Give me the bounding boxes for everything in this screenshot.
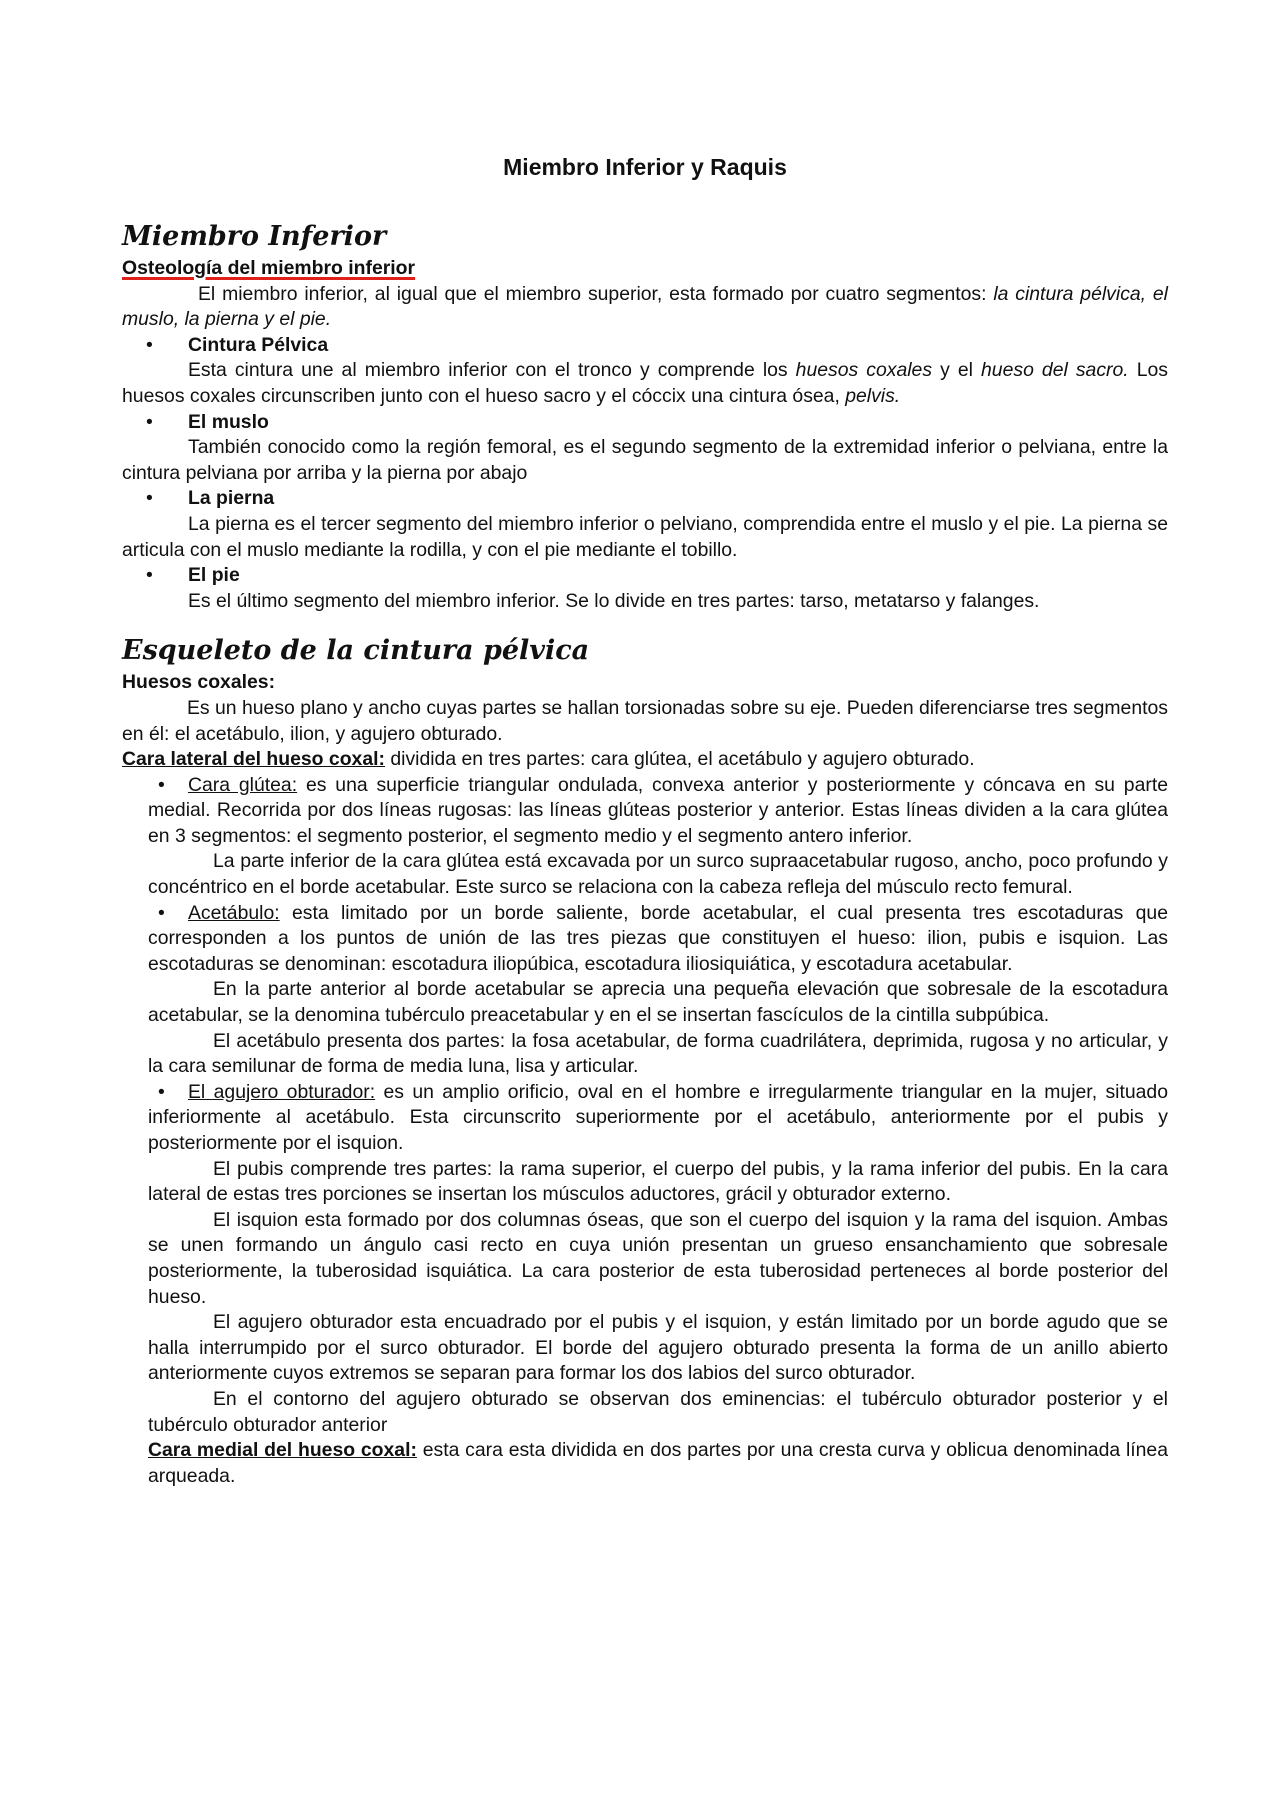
acetabulo-paragraph xyxy=(148,901,1168,978)
cintura-text-f: pelvis. xyxy=(845,384,901,407)
bullet-agujero-obturador xyxy=(122,1080,1168,1157)
agujero-obturador-text: es un amplio orificio, oval en el hombre e irregularmente triangular en la mujer, situado inferiormente al acetábulo. Esta circunscrito superiormente por el acetábulo, anteriormente por el pubis y posteriormente por el isquion. xyxy=(148,1080,1168,1154)
el-muslo-text: También conocido como la región femoral, es el segundo segmento de la extremidad inferior o pelviana, entre la cintura pelviana por arriba y la pierna por abajo xyxy=(122,436,1168,484)
subheading-osteologia xyxy=(122,256,1168,282)
cintura-text-e: Los huesos coxales circunscriben junto con el hueso sacro y el cóccix una cintura ósea, xyxy=(122,359,1169,407)
section-heading-miembro-inferior: Miembro Inferior xyxy=(122,221,387,252)
acetabulo-p2: En la parte anterior al borde acetabular se aprecia una pequeña elevación que sobresale de la escotadura acetabular, se la denomina tubérculo preacetabular y en el se insertan fascículos de la cintilla subpúbica. xyxy=(148,978,1168,1027)
document-body xyxy=(122,148,1168,1489)
agujero-obturador-paragraph xyxy=(148,1080,1168,1157)
subheading-huesos-coxales: Huesos coxales: xyxy=(122,671,276,694)
acetabulo-label: Acetábulo: xyxy=(188,901,280,924)
bullet-acetabulo xyxy=(122,901,1168,978)
page-title: Miembro Inferior y Raquis xyxy=(503,154,787,180)
cintura-text-b: huesos coxales xyxy=(795,359,933,382)
cara-lateral-label: Cara lateral del hueso coxal: xyxy=(122,748,385,771)
agujero-p5: En el contorno del agujero obturado se observan dos eminencias: el tubérculo obturador posterior y el tubérculo obturador anterior xyxy=(148,1387,1168,1436)
cara-medial-label: Cara medial del hueso coxal: xyxy=(148,1439,417,1462)
agujero-p3: El isquion esta formado por dos columnas óseas, que son el cuerpo del isquion y la rama del isquion. Ambas se unen formando un ángulo casi recto en cuya unión presentan un grueso ensanchamiento que sobresale posteriormente, la tuberosidad isquiática. La cara posterior de esta tuberosidad perteneces al borde posterior del hueso. xyxy=(148,1208,1168,1308)
section-heading-esqueleto: Esqueleto de la cintura pélvica xyxy=(122,635,590,667)
acetabulo-p3: El acetábulo presenta dos partes: la fosa acetabular, de forma cuadrilátera, deprimida, rugosa y no articular, y la cara semilunar de forma de media luna, lisa y articular. xyxy=(148,1029,1168,1078)
cara-medial-text: esta cara esta dividida en dos partes por una cresta curva y oblicua denominada línea arqueada. xyxy=(148,1439,1168,1487)
intro-italic: la cintura pélvica, el muslo, la pierna y el pie. xyxy=(122,282,1168,331)
subheading-osteologia-text: Osteología del miembro inferior xyxy=(122,257,416,279)
cara-glutea-text: es una superficie triangular ondulada, convexa anterior y posteriormente y cóncava en su parte medial. Recorrida por dos líneas rugosas: las líneas glúteas posterior y anterior. Estas líneas dividen a la cara glútea en 3 segmentos: el segmento posterior, el segmento medio y el segmento antero inferior. xyxy=(148,773,1168,847)
cara-lateral-line xyxy=(122,747,1168,773)
cara-lateral-text: dividida en tres partes: cara glútea, el acetábulo y agujero obturado. xyxy=(384,748,975,771)
el-pie-text: Es el último segmento del miembro inferior. Se lo divide en tres partes: tarso, metatarso y falanges. xyxy=(188,589,1040,612)
acetabulo-continuation xyxy=(122,977,1168,1079)
cintura-text-c: y el xyxy=(932,359,982,382)
cintura-pelvica-text xyxy=(122,358,1168,409)
cintura-text-a: Esta cintura une al miembro inferior con el tronco y comprende los xyxy=(188,359,796,382)
huesos-coxales-intro: Es un hueso plano y ancho cuyas partes se hallan torsionadas sobre su eje. Pueden diferenciarse tres segmentos en él: el acetábulo, ilion, y agujero obturado. xyxy=(122,696,1168,745)
cara-glutea-label: Cara glútea: xyxy=(188,773,298,796)
bullet-el-muslo: • El muslo xyxy=(122,410,1168,436)
intro-text: El miembro inferior, al igual que el miembro superior, esta formado por cuatro segmentos: xyxy=(198,282,994,305)
bullet-dot: • xyxy=(158,901,165,924)
agujero-p4: El agujero obturador esta encuadrado por el pubis y el isquion, y están limitado por un borde agudo que se halla interrumpido por el surco obturador. El borde del agujero obturado presenta la forma de un anillo abierto anteriormente cuyos extremos se separan para formar los dos labios del surco obturador. xyxy=(148,1311,1168,1385)
bullet-dot: • xyxy=(158,773,165,796)
agujero-p2: El pubis comprende tres partes: la rama superior, el cuerpo del pubis, y la rama inferior del pubis. En la cara lateral de estas tres porciones se insertan los músculos aductores, grácil y obturador externo. xyxy=(148,1157,1168,1206)
cara-glutea-p2: La parte inferior de la cara glútea está excavada por un surco supraacetabular rugoso, ancho, poco profundo y concéntrico en el borde acetabular. Este surco se relaciona con la cabeza refleja del músculo recto femural. xyxy=(148,850,1168,899)
la-pierna-text: La pierna es el tercer segmento del miembro inferior o pelviano, comprendida entre el muslo y el pie. La pierna se articula con el muslo mediante la rodilla, y con el pie mediante el tobillo. xyxy=(122,512,1168,561)
bullet-cara-glutea xyxy=(122,773,1168,850)
bullet-la-pierna: • La pierna xyxy=(122,486,1168,512)
cara-medial-line xyxy=(148,1438,1168,1489)
acetabulo-text: esta limitado por un borde saliente, borde acetabular, el cual presenta tres escotaduras que corresponden a los puntos de unión de las tres piezas que constituyen el hueso: ilion, pubis e isquion. Las escotaduras se denominan: escotadura iliopúbica, escotadura iliosiquiática, y escotadura acetabular. xyxy=(148,901,1168,975)
bullet-cintura-pelvica: • Cintura Pélvica xyxy=(122,333,1168,359)
bullet-dot: • xyxy=(158,1080,165,1103)
bullet-el-pie: • El pie xyxy=(122,563,1168,589)
intro-paragraph xyxy=(122,282,1168,333)
cara-glutea-paragraph xyxy=(148,773,1168,850)
agujero-obturador-continuation xyxy=(122,1157,1168,1490)
cara-glutea-continuation xyxy=(122,849,1168,900)
agujero-obturador-label: El agujero obturador: xyxy=(188,1080,376,1103)
cintura-text-d: hueso del sacro. xyxy=(981,359,1129,382)
